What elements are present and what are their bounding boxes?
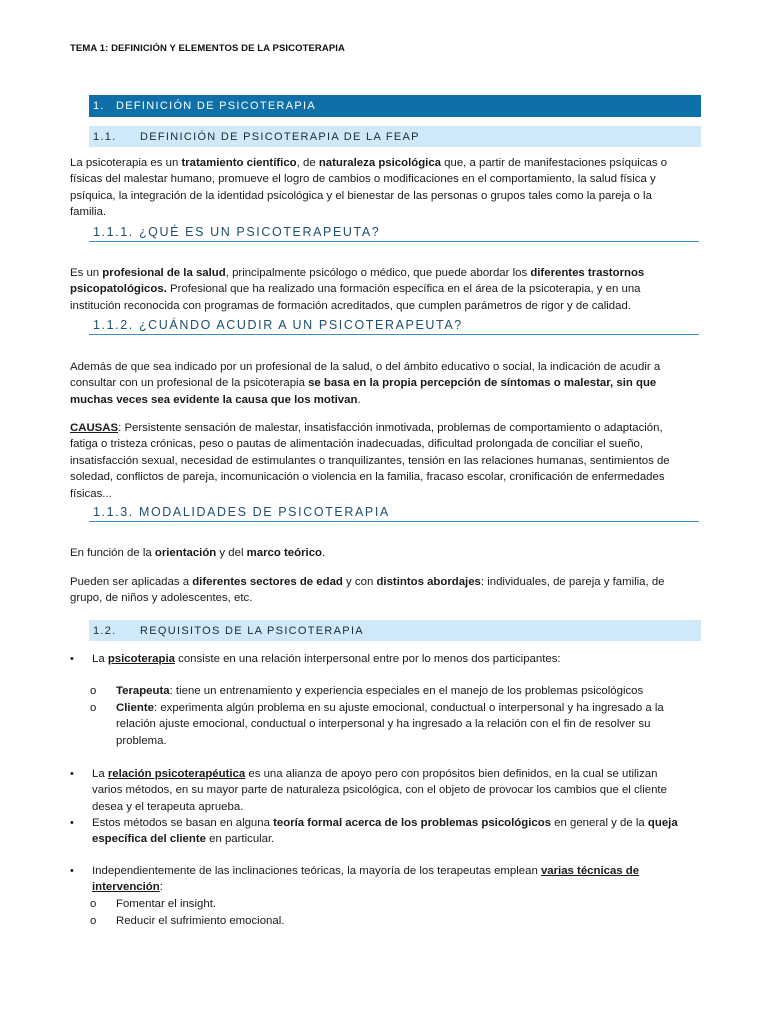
- text: La: [92, 653, 108, 665]
- causas-paragraph: [70, 420, 685, 502]
- text: , de: [296, 157, 319, 169]
- text: Pueden ser aplicadas a: [70, 576, 193, 588]
- section-title: DEFINICIÓN DE PSICOTERAPIA DE LA FEAP: [140, 130, 420, 143]
- text: .: [322, 547, 326, 559]
- text: Estos métodos se basan en alguna: [92, 817, 274, 829]
- text: En función de la: [70, 547, 155, 559]
- bold-text: marco teórico: [246, 547, 322, 559]
- sub-bullet-icon: o: [90, 702, 97, 714]
- text: : tiene un entrenamiento y experiencia especiales en el manejo de los problemas psicológicos: [169, 685, 644, 697]
- text: : Persistente sensación de malestar, insatisfacción inmotivada, problemas de comportamiento o adaptación, fatiga o tristeza crónicas, peso o pautas de alimentación inadecuadas, dificultad prolongada de conciliar el sueño, insatisfacción sexual, necesidad de estimulantes o tranquilizantes, tensión en las relaciones humanas, sentimientos de soledad, conflictos de pareja, incomunicación o violencia en la familia, fracaso escolar, cronificación de enfermedades físicas...: [70, 422, 670, 500]
- text: Independientemente de las inclinaciones teóricas, la mayoría de los terapeutas emplean: [92, 865, 541, 877]
- text: : experimenta algún problema en su ajuste emocional, conductual o interpersonal y ha ingresado a la relación ajuste emocional, conductual o interpersonal y ha ingresado a la relación con el fin de resolver su problema.: [116, 702, 664, 747]
- bold-text: teoría formal acerca de los problemas psicológicos: [273, 817, 552, 829]
- text: La: [92, 768, 108, 780]
- modalities-paragraph-2: [70, 574, 685, 607]
- modalities-paragraph-1: [70, 545, 685, 561]
- when-paragraph: [70, 359, 685, 408]
- sub-bullet-icon: o: [90, 685, 97, 697]
- bold-text: distintos abordajes: [376, 576, 481, 588]
- text: en general y de la: [551, 817, 648, 829]
- text: en particular.: [205, 833, 275, 846]
- bold-text: se basa en la propia percepción de síntomas o malestar, sin que muchas veces sea evidente la causa que los motivan: [70, 377, 657, 406]
- text: , principalmente psicólogo o médico, que puede abordar los: [225, 267, 531, 279]
- bold-text: diferentes trastornos psicopatológicos.: [70, 267, 645, 296]
- section-heading-1-2: [89, 620, 701, 641]
- text: es una alianza de apoyo pero con propósitos bien definidos, en la cual se utilizan varios métodos, en su mayor parte de naturaleza psicológica, con el objeto de provocar los cambios que el cliente desea y el terapeuta aprueba.: [92, 768, 667, 813]
- definition-paragraph: [70, 155, 685, 221]
- bullet-icon: •: [70, 653, 74, 665]
- sub-bullet-icon: o: [90, 898, 97, 910]
- text: :: [159, 881, 163, 894]
- underlined-term: psicoterapia: [107, 653, 175, 665]
- text: que, a partir de manifestaciones psíquicas o físicas del malestar humano, promueve el logro de cambios o modificaciones en el comportamiento, la salud física y psíquica, la integración de la identidad psicológica y el bienestar de las personas o grupos tales como la pareja o la familia.: [70, 157, 668, 219]
- section-number: 1.2.: [93, 624, 117, 637]
- text: Es un: [70, 267, 103, 279]
- section-heading-1-1: [89, 126, 701, 147]
- bold-text: profesional de la salud: [102, 267, 226, 279]
- page-header: TEMA 1: DEFINICIÓN Y ELEMENTOS DE LA PSICOTERAPIA: [70, 43, 345, 54]
- text: Fomentar el insight.: [116, 898, 217, 910]
- bullet-icon: •: [70, 865, 74, 877]
- section-number: 1.1.: [93, 130, 117, 143]
- bold-text: diferentes sectores de edad: [192, 576, 343, 588]
- text: Reducir el sufrimiento emocional.: [116, 915, 285, 927]
- text: y con: [342, 576, 377, 588]
- bullet-icon: •: [70, 768, 74, 780]
- bold-text: Terapeuta: [116, 685, 170, 697]
- bold-text: queja específica del cliente: [92, 817, 678, 846]
- sub-bullet-icon: o: [90, 915, 97, 927]
- bullet-icon: •: [70, 817, 74, 829]
- text: .: [357, 393, 361, 406]
- section-number: 1.: [93, 100, 105, 112]
- bold-text: tratamiento científico: [181, 157, 297, 169]
- text: : individuales, de pareja y familia, de grupo, de niños y adolescentes, etc.: [70, 576, 665, 605]
- section-title: DEFINICIÓN DE PSICOTERAPIA: [116, 100, 317, 112]
- text: Profesional que ha realizado una formación específica en el área de la psicoterapia, y en una institución reconocida con programas de formación acreditados, que cumplen parámetros de rigor y de calidad.: [70, 283, 641, 312]
- subsection-heading-1-1-2: 1.1.2. ¿CUÁNDO ACUDIR A UN PSICOTERAPEUTA?: [89, 317, 699, 335]
- text: Además de que sea indicado por un profesional de la salud, o del ámbito educativo o social, la indicación de acudir a consultar con un profesional de la psicoterapia: [70, 361, 661, 390]
- section-title: REQUISITOS DE LA PSICOTERAPIA: [140, 624, 364, 637]
- bold-text: naturaleza psicológica: [318, 157, 441, 169]
- section-heading-1: [89, 95, 701, 117]
- psychotherapist-paragraph: [70, 265, 685, 314]
- subsection-heading-1-1-3: 1.1.3. MODALIDADES DE PSICOTERAPIA: [89, 504, 699, 522]
- underlined-term: relación psicoterapéutica: [107, 768, 246, 780]
- bold-text: orientación: [154, 547, 217, 559]
- causas-label: CAUSAS: [70, 422, 119, 434]
- bold-text: Cliente: [116, 702, 154, 714]
- text: La psicoterapia es un: [70, 157, 182, 169]
- text: consiste en una relación interpersonal entre por lo menos dos participantes:: [174, 653, 561, 665]
- text: y del: [216, 547, 247, 559]
- subsection-heading-1-1-1: 1.1.1. ¿QUÉ ES UN PSICOTERAPEUTA?: [89, 224, 699, 242]
- underlined-term: varias técnicas de intervención: [92, 865, 640, 894]
